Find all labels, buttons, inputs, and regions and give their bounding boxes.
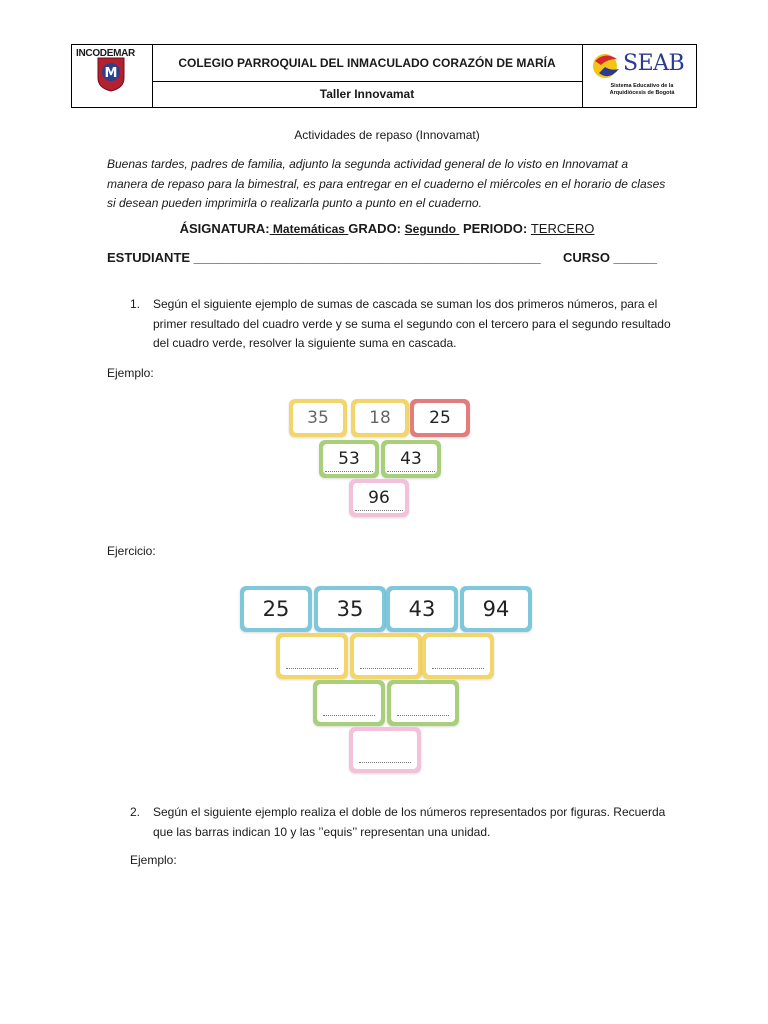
exercise-answer-row1-box-2[interactable] (350, 633, 422, 679)
exercise-top-box-4 (460, 586, 532, 632)
student-label: ESTUDIANTE ________________________________________________ (107, 250, 541, 265)
example-label: Ejemplo: (107, 366, 154, 380)
exercise-top-box-1 (240, 586, 312, 632)
subject-value: Matemáticas (269, 222, 349, 236)
question-2-text: Según el siguiente ejemplo realiza el doble de los números representados por figuras. Recuerda que las barras indican 10 y las ’’equis’’ representan una unidad. (153, 805, 666, 839)
period-label: PERIODO: (462, 221, 528, 236)
period-value: TERCERO (530, 221, 595, 236)
example-top-value-2: 18 (369, 408, 391, 428)
school-logo-cell (72, 45, 153, 107)
subject-label: ÁSIGNATURA: (179, 221, 270, 236)
exercise-answer-row3-box[interactable] (349, 727, 421, 773)
exercise-answer-row2-box-1[interactable] (313, 680, 385, 726)
grade-value: Segundo (404, 222, 460, 236)
subject-line (107, 221, 667, 236)
example-middle-value-2: 43 (400, 449, 422, 469)
header-table (71, 44, 697, 108)
example-middle-box-2 (381, 440, 441, 478)
svg-text:M: M (104, 66, 118, 81)
example-top-value-1: 35 (307, 408, 329, 428)
intro-paragraph: Buenas tardes, padres de familia, adjunto la segunda actividad general de lo visto en Innovamat a manera de repaso para la bimestral, es para entregar en el cuaderno el miércoles en el horario de clases si desean pueden imprimirla o realizarla punto a punto en el cuaderno. (107, 157, 666, 210)
example-top-value-3: 25 (429, 408, 451, 428)
exercise-label: Ejercicio: (107, 544, 156, 558)
school-logo-text: INCODEMAR (76, 48, 135, 59)
question-2-number: 2. (130, 805, 141, 819)
question-1 (130, 295, 670, 355)
seab-logo-word: SEAB (623, 51, 685, 76)
question-2 (130, 803, 670, 843)
exercise-answer-row1-box-1[interactable] (276, 633, 348, 679)
question-1-text: Según el siguiente ejemplo de sumas de cascada se suman los dos primeros números, para el primer resultado del cuadro verde y se suma el segundo con el tercero para el segundo resultado del cuadro verde, resolver la siguiente suma en cascada. (153, 297, 671, 350)
student-line (107, 250, 667, 265)
page-title: Actividades de repaso (Innovamat) (294, 128, 480, 142)
exercise-top-value-3: 43 (408, 597, 436, 621)
school-name: COLEGIO PARROQUIAL DEL INMACULADO CORAZÓN DE MARÍA (178, 56, 556, 70)
exercise-answer-row2-box-2[interactable] (387, 680, 459, 726)
school-shield-icon (96, 56, 126, 92)
example-top-box-2 (351, 399, 409, 437)
example-top-box-1 (289, 399, 347, 437)
workshop-title: Taller Innovamat (319, 87, 415, 101)
seab-logo-cell (582, 45, 697, 107)
seab-logo-subtitle: Sistema Educativo de la Arquidiócesis de Bogotá (609, 83, 675, 96)
exercise-top-box-2 (314, 586, 386, 632)
example-top-box-3 (410, 399, 470, 437)
example-2-label: Ejemplo: (130, 853, 177, 867)
example-bottom-box (349, 479, 409, 517)
question-1-number: 1. (130, 297, 141, 311)
exercise-top-value-2: 35 (336, 597, 364, 621)
seab-logo-icon (591, 51, 623, 81)
exercise-top-box-3 (386, 586, 458, 632)
example-bottom-value: 96 (368, 488, 390, 508)
exercise-answer-row1-box-3[interactable] (422, 633, 494, 679)
example-middle-value-1: 53 (338, 449, 360, 469)
exercise-top-value-1: 25 (262, 597, 290, 621)
example-middle-box-1 (319, 440, 379, 478)
exercise-top-value-4: 94 (482, 597, 510, 621)
course-label: CURSO ______ (563, 250, 657, 265)
grade-label: GRADO: (348, 221, 402, 236)
